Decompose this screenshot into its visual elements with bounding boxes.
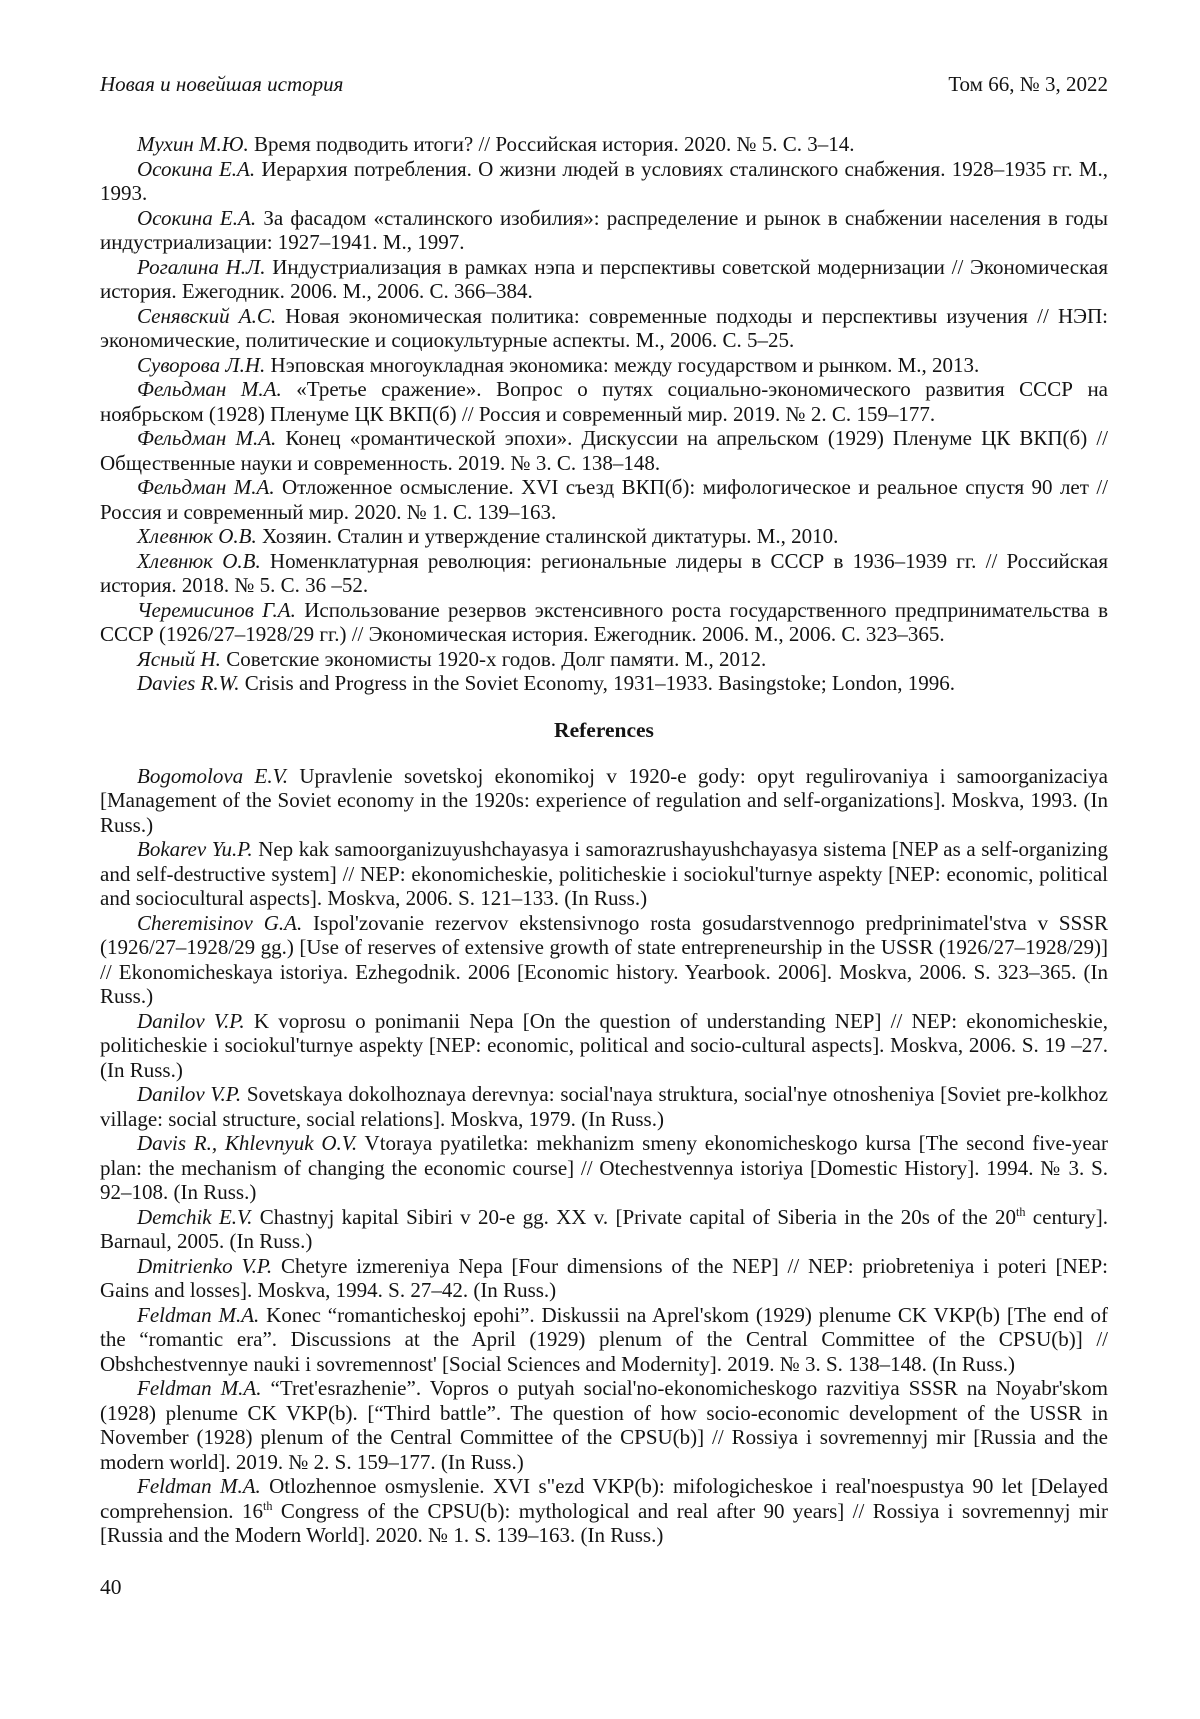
entry-text: Chetyre izmereniya Nepa [Four dimensions of the NEP] // NEP: priobreteniya i poteri [NEP: Gains and losses]. Moskva, 1994. S. 27–42. (In Russ.) — [100, 1253, 1108, 1302]
bibliography-entry — [100, 549, 1108, 598]
entry-text: “Tret'esrazhenie”. Vopros o putyah social'no-ekonomicheskogo razvitiya SSSR na Noyabr'skom (1928) plenume CK VKP(b). [“Third battle”. The question of how socio-economic development of the USSR in November (1928) plenum of the Central Committee of the CPSU(b)] // Rossiya i sovremennyj mir [Russia and the modern world]. 2019. № 2. S. 159–177. (In Russ.) — [100, 1376, 1108, 1474]
reference-entry — [100, 1131, 1108, 1205]
entry-author: Davis R., Khlevnyuk O.V. — [137, 1131, 358, 1155]
issue-info: Том 66, № 3, 2022 — [948, 72, 1108, 96]
entry-author: Сенявский А.С. — [137, 303, 277, 328]
bibliography-entry — [100, 671, 1108, 696]
references-heading: References — [554, 717, 654, 742]
bibliography-entry — [100, 524, 1108, 549]
entry-author: Черемисинов Г.А. — [137, 597, 296, 622]
entry-text: Иерархия потребления. О жизни людей в условиях сталинского снабжения. 1928–1935 гг. М., 1993. — [100, 156, 1108, 205]
entry-text: Советские экономисты 1920-х годов. Долг памяти. М., 2012. — [220, 646, 767, 671]
entry-text: Otlozhennoe osmyslenie. XVI s"ezd VKP(b): mifologicheskoe i real'noespustya 90 let [Delayed comprehension. 16 — [100, 1474, 1108, 1523]
bibliography-entry — [100, 353, 1108, 378]
reference-entry — [100, 1474, 1108, 1548]
entry-text: Хозяин. Сталин и утверждение сталинской диктатуры. М., 2010. — [256, 524, 839, 548]
entry-author: Хлевнюк О.В. — [137, 548, 261, 573]
entry-author: Bogomolova E.V. — [137, 763, 288, 788]
bibliography-section — [100, 132, 1108, 696]
bibliography-entry — [100, 157, 1108, 206]
entry-text: Crisis and Progress in the Soviet Economy, 1931–1933. Basingstoke; London, 1996. — [239, 671, 955, 695]
entry-author: Осокина Е.А. — [137, 205, 257, 230]
reference-entry — [100, 837, 1108, 911]
entry-author: Суворова Л.Н. — [137, 352, 266, 377]
entry-author: Хлевнюк О.В. — [137, 524, 257, 548]
entry-text: century]. Barnaul, 2005. (In Russ.) — [100, 1204, 1109, 1253]
reference-entry — [100, 1205, 1108, 1254]
entry-text: Номенклатурная революция: региональные лидеры в СССР в 1936–1939 гг. // Российская история. 2018. № 5. С. 36 –52. — [100, 548, 1108, 597]
bibliography-entry — [100, 647, 1108, 672]
reference-entry — [100, 1009, 1108, 1083]
entry-author: Фельдман М.А. — [137, 426, 277, 450]
entry-author: Фельдман М.А. — [137, 475, 275, 499]
entry-author: Bokarev Yu.P. — [137, 837, 253, 861]
bibliography-entry — [100, 475, 1108, 524]
entry-text: Vtoraya pyatiletka: mekhanizm smeny ekonomicheskogo kursa [The second five-year plan: the mechanism of changing the economic course] // Otechestvennya istoriya [Domestic History]. 1994. № 3. S. 92–108. (In Russ.) — [100, 1131, 1108, 1204]
reference-entry — [100, 1254, 1108, 1303]
entry-author: Feldman M.A. — [137, 1474, 261, 1498]
entry-text: Chastnyj kapital Sibiri v 20-e gg. XX v. [Private capital of Siberia in the 20s of the 20 — [252, 1204, 1017, 1229]
entry-author: Рогалина Н.Л. — [137, 254, 266, 279]
references-section — [100, 764, 1108, 1548]
bibliography-entry — [100, 255, 1108, 304]
entry-author: Осокина Е.А. — [137, 156, 256, 181]
entry-text: Индустриализация в рамках нэпа и перспективы советской модернизации // Экономическая история. Ежегодник. 2006. М., 2006. С. 366–384. — [100, 254, 1108, 303]
entry-text: Нэповская многоукладная экономика: между государством и рынком. М., 2013. — [265, 352, 980, 377]
bibliography-entry — [100, 377, 1108, 426]
entry-author: Demchik E.V. — [137, 1204, 253, 1229]
entry-text: Ispol'zovanie rezervov ekstensivnogo rosta gosudarstvennogo predprinimatel'stva v SSSR (1926/27–1928/29 gg.) [Use of reserves of extensive growth of state entrepreneurship in the USSR (1926/27–1928/29)] // Ekonomicheskaya istoriya. Ezhegodnik. 2006 [Economic history. Yearbook. 2006]. Moskva, 2006. S. 323–365. (In Russ.) — [100, 910, 1108, 1008]
entry-text: Время подводить итоги? // Российская история. 2020. № 5. С. 3–14. — [248, 132, 855, 156]
entry-text: Конец «романтической эпохи». Дискуссии на апрельском (1929) Пленуме ЦК ВКП(б) // Общественные науки и современность. 2019. № 3. С. 138–148. — [100, 426, 1108, 475]
entry-text: K voprosu o ponimanii Nepa [On the question of understanding NEP] // NEP: ekonomicheskie, politicheskie i sociokul'turnye aspekty [NEP: economic, political and socio-cultural aspects]. Moskva, 2006. S. 19 –27. (In Russ.) — [100, 1008, 1108, 1082]
bibliography-entry — [100, 598, 1108, 647]
entry-author: Cheremisinov G.A. — [137, 910, 303, 935]
entry-text: Upravlenie sovetskoj ekonomikoj v 1920-e gody: opyt regulirovaniya i samoorganizaciya [Management of the Soviet economy in the 1920s: experience of regulation and self-organizations]. Moskva, 1993. (In Russ.) — [100, 763, 1108, 837]
ordinal-superscript: th — [262, 1498, 273, 1513]
entry-author: Danilov V.P. — [137, 1008, 245, 1033]
reference-entry — [100, 1303, 1108, 1377]
entry-author: Мухин М.Ю. — [137, 132, 249, 156]
bibliography-entry — [100, 426, 1108, 475]
entry-text: «Третье сражение». Вопрос о путях социально-экономического развития СССР на ноябрьском (1928) Пленуме ЦК ВКП(б) // Россия и современный мир. 2019. № 2. С. 159–177. — [100, 377, 1108, 426]
reference-entry — [100, 911, 1108, 1009]
bibliography-entry — [100, 304, 1108, 353]
reference-entry — [100, 1082, 1108, 1131]
entry-text: Отложенное осмысление. XVI съезд ВКП(б): мифологическое и реальное спустя 90 лет // Россия и современный мир. 2020. № 1. С. 139–163. — [100, 475, 1108, 524]
entry-author: Feldman M.A. — [137, 1302, 260, 1327]
page-number: 40 — [100, 1574, 122, 1599]
bibliography-entry — [100, 206, 1108, 255]
page-header — [100, 72, 1108, 96]
reference-entry — [100, 764, 1108, 838]
entry-author: Ясный Н. — [137, 646, 221, 671]
entry-text: Sovetskaya dokolhoznaya derevnya: social'naya struktura, social'nye otnosheniya [Soviet pre-kolkhoz village: social structure, social relations]. Moskva, 1979. (In Russ.) — [100, 1082, 1108, 1131]
ordinal-superscript: th — [1016, 1204, 1026, 1219]
entry-text: Использование резервов экстенсивного роста государственного предпринимательства в СССР (1926/27–1928/29 гг.) // Экономическая история. Ежегодник. 2006. М., 2006. С. 323–365. — [100, 597, 1108, 646]
entry-text: Congress of the CPSU(b): mythological and real after 90 years] // Rossiya i sovremennyj mir [Russia and the Modern World]. 2020. № 1. S. 139–163. (In Russ.) — [100, 1498, 1109, 1547]
entry-text: Новая экономическая политика: современные подходы и перспективы изучения // НЭП: экономические, политические и социокультурные аспекты. М., 2006. С. 5–25. — [100, 303, 1108, 352]
entry-author: Davies R.W. — [137, 671, 240, 695]
journal-title: Новая и новейшая история — [100, 72, 344, 96]
entry-author: Feldman M.A. — [137, 1376, 262, 1400]
entry-text: Nep kak samoorganizuyushchayasya i samorazrushayushchayasya sistema [NEP as a self-organizing and self-destructive system] // NEP: ekonomicheskie, politicheskie i sociokul'turnye aspekty [NEP: economic, political and sociocultural aspects]. Moskva, 2006. S. 121–133. (In Russ.) — [100, 837, 1108, 910]
entry-author: Dmitrienko V.P. — [137, 1253, 273, 1278]
entry-text: За фасадом «сталинского изобилия»: распределение и рынок в снабжении населения в годы индустриализации: 1927–1941. М., 1997. — [100, 205, 1108, 254]
reference-entry — [100, 1376, 1108, 1474]
entry-author: Danilov V.P. — [137, 1082, 242, 1106]
entry-author: Фельдман М.А. — [137, 377, 282, 401]
entry-text: Konec “romanticheskoj epohi”. Diskussii na Aprel'skom (1929) plenume CK VKP(b) [The end of the “romantic era”. Discussions at the April (1929) plenum of the Central Committee of the CPSU(b)] // Obshchestvennye nauki i sovremennost' [Social Sciences and Modernity]. 2019. № 3. S. 138–148. (In Russ.) — [100, 1302, 1108, 1376]
bibliography-entry — [100, 132, 1108, 157]
